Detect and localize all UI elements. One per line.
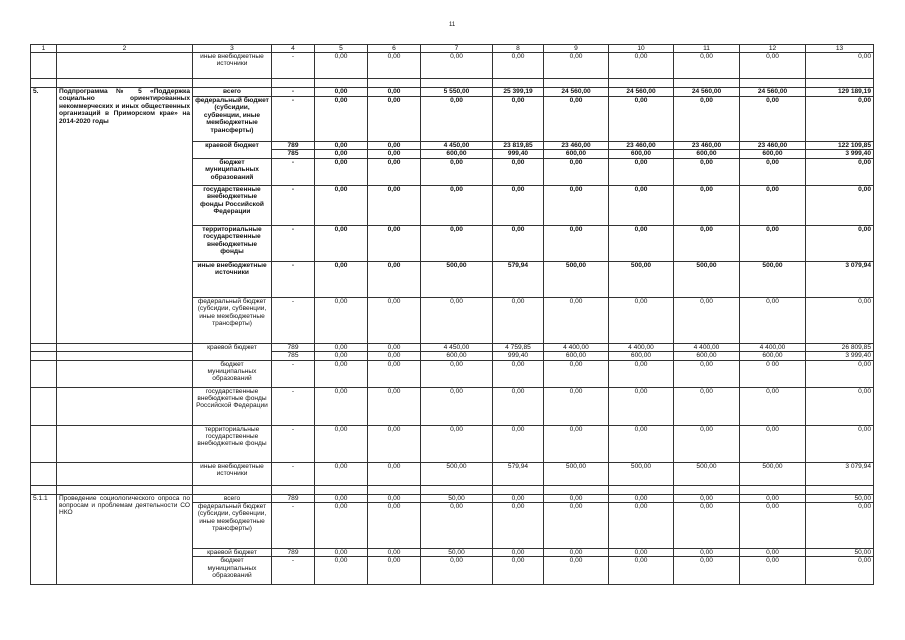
budget-code: 785 bbox=[272, 352, 315, 360]
budget-code: - bbox=[272, 462, 315, 485]
row-title bbox=[57, 352, 193, 360]
year-value: 0,00 bbox=[493, 158, 544, 185]
empty-cell bbox=[315, 485, 368, 494]
funding-source: всего bbox=[193, 88, 272, 97]
year-value: 0,00 bbox=[740, 97, 806, 142]
column-header: 6 bbox=[368, 45, 421, 53]
year-value: 0,00 bbox=[421, 425, 493, 462]
year-value: 579,94 bbox=[493, 462, 544, 485]
table-row bbox=[31, 360, 874, 387]
budget-table bbox=[30, 44, 874, 585]
year-value: 500,00 bbox=[740, 462, 806, 485]
budget-code: - bbox=[272, 261, 315, 297]
table-row bbox=[31, 425, 874, 462]
total-value: 3 999,40 bbox=[806, 352, 874, 360]
year-value: 0,00 bbox=[368, 387, 421, 425]
empty-cell bbox=[272, 485, 315, 494]
row-number bbox=[31, 352, 57, 360]
year-value: 4 759,85 bbox=[493, 343, 544, 351]
year-value: 0,00 bbox=[609, 503, 674, 549]
total-value: 0,00 bbox=[806, 425, 874, 462]
total-value: 0,00 bbox=[806, 503, 874, 549]
year-value: 600,00 bbox=[674, 352, 740, 360]
year-value: 0,00 bbox=[421, 297, 493, 343]
year-value: 0,00 bbox=[609, 97, 674, 142]
year-value: 0,00 bbox=[421, 387, 493, 425]
year-value: 0,00 bbox=[544, 185, 609, 225]
total-value: 3 079,94 bbox=[806, 462, 874, 485]
budget-code: - bbox=[272, 557, 315, 585]
row-number bbox=[31, 425, 57, 462]
year-value: 0,00 bbox=[368, 503, 421, 549]
year-value: 0,00 bbox=[493, 225, 544, 261]
year-value: 0,00 bbox=[493, 549, 544, 557]
year-value: 0,00 bbox=[421, 557, 493, 585]
spacer-row bbox=[31, 79, 874, 88]
year-value: 0,00 bbox=[740, 225, 806, 261]
year-value: 24 560,00 bbox=[674, 88, 740, 97]
empty-cell bbox=[740, 79, 806, 88]
year-value: 0,00 bbox=[368, 158, 421, 185]
year-value: 23 460,00 bbox=[609, 142, 674, 150]
year-value: 0,00 bbox=[421, 53, 493, 79]
row-number bbox=[31, 360, 57, 387]
year-value: 0,00 bbox=[315, 387, 368, 425]
year-value: 0,00 bbox=[421, 97, 493, 142]
row-number: 5.1.1 bbox=[31, 494, 57, 585]
year-value: 4 400,00 bbox=[740, 343, 806, 351]
year-value: 0,00 bbox=[674, 494, 740, 502]
year-value: 0,00 bbox=[315, 503, 368, 549]
year-value: 0,00 bbox=[368, 494, 421, 502]
year-value: 500,00 bbox=[674, 261, 740, 297]
table-row bbox=[31, 387, 874, 425]
table-row bbox=[31, 88, 874, 97]
year-value: 500,00 bbox=[740, 261, 806, 297]
year-value: 0,00 bbox=[315, 297, 368, 343]
year-value: 0,00 bbox=[315, 352, 368, 360]
year-value: 0,00 bbox=[609, 185, 674, 225]
year-value: 0,00 bbox=[740, 425, 806, 462]
year-value: 500,00 bbox=[544, 462, 609, 485]
year-value: 0,00 bbox=[674, 53, 740, 79]
year-value: 0,00 bbox=[544, 53, 609, 79]
year-value: 25 399,19 bbox=[493, 88, 544, 97]
empty-cell bbox=[193, 79, 272, 88]
year-value: 0,00 bbox=[493, 360, 544, 387]
table-row bbox=[31, 352, 874, 360]
year-value: 500,00 bbox=[421, 261, 493, 297]
year-value: 0,00 bbox=[674, 503, 740, 549]
year-value: 600,00 bbox=[609, 352, 674, 360]
year-value: 0,00 bbox=[315, 425, 368, 462]
year-value: 0,00 bbox=[609, 360, 674, 387]
year-value: 0,00 bbox=[674, 225, 740, 261]
year-value: 4 450,00 bbox=[421, 343, 493, 351]
year-value: 0,00 bbox=[315, 360, 368, 387]
budget-code: - bbox=[272, 53, 315, 79]
total-value: 0,00 bbox=[806, 97, 874, 142]
total-value: 0,00 bbox=[806, 557, 874, 585]
year-value: 0,00 bbox=[493, 387, 544, 425]
year-value: 0,00 bbox=[674, 557, 740, 585]
budget-code: - bbox=[272, 225, 315, 261]
year-value: 0,00 bbox=[609, 225, 674, 261]
year-value: 0,00 bbox=[493, 557, 544, 585]
row-title bbox=[57, 360, 193, 387]
budget-code: 789 bbox=[272, 549, 315, 557]
year-value: 0,00 bbox=[609, 297, 674, 343]
year-value: 0,00 bbox=[544, 158, 609, 185]
column-header: 4 bbox=[272, 45, 315, 53]
funding-source: территориальные государственные внебюджетные фонды bbox=[193, 425, 272, 462]
budget-code: - bbox=[272, 88, 315, 97]
column-header: 10 bbox=[609, 45, 674, 53]
year-value: 0,00 bbox=[368, 343, 421, 351]
year-value: 0,00 bbox=[674, 360, 740, 387]
year-value: 600,00 bbox=[421, 150, 493, 158]
year-value: 0,00 bbox=[544, 503, 609, 549]
year-value: 0,00 bbox=[368, 462, 421, 485]
year-value: 0,00 bbox=[368, 297, 421, 343]
column-header: 1 bbox=[31, 45, 57, 53]
year-value: 0,00 bbox=[544, 387, 609, 425]
column-header: 2 bbox=[57, 45, 193, 53]
row-number bbox=[31, 485, 57, 494]
funding-source: территориальные государственные внебюджетные фонды bbox=[193, 225, 272, 261]
total-value: 0,00 bbox=[806, 387, 874, 425]
empty-cell bbox=[674, 485, 740, 494]
year-value: 500,00 bbox=[421, 462, 493, 485]
year-value: 0,00 bbox=[740, 503, 806, 549]
year-value: 23 460,00 bbox=[740, 142, 806, 150]
row-title bbox=[57, 79, 193, 88]
budget-code: 785 bbox=[272, 150, 315, 158]
total-value: 50,00 bbox=[806, 494, 874, 502]
year-value: 0,00 bbox=[421, 225, 493, 261]
year-value: 0,00 bbox=[421, 503, 493, 549]
year-value: 0,00 bbox=[315, 158, 368, 185]
table-row bbox=[31, 462, 874, 485]
empty-cell bbox=[368, 79, 421, 88]
year-value: 0,00 bbox=[315, 142, 368, 150]
year-value: 0,00 bbox=[493, 185, 544, 225]
year-value: 500,00 bbox=[544, 261, 609, 297]
empty-cell bbox=[493, 485, 544, 494]
year-value: 0,00 bbox=[609, 158, 674, 185]
row-title: Подпрограмма № 5 «Поддержка социально ориентированных некоммерческих и иных общественных организаций в Приморском крае» на 2014-2020 годы bbox=[57, 88, 193, 344]
empty-cell bbox=[272, 79, 315, 88]
row-title bbox=[57, 425, 193, 462]
year-value: 0,00 bbox=[740, 549, 806, 557]
total-value: 0,00 bbox=[806, 297, 874, 343]
year-value: 0,00 bbox=[674, 297, 740, 343]
year-value: 600,00 bbox=[544, 150, 609, 158]
year-value: 0,00 bbox=[315, 185, 368, 225]
total-value: 0,00 bbox=[806, 185, 874, 225]
year-value: 0,00 bbox=[674, 549, 740, 557]
year-value: 0,00 bbox=[315, 494, 368, 502]
year-value: 4 450,00 bbox=[421, 142, 493, 150]
empty-cell bbox=[740, 485, 806, 494]
budget-code: - bbox=[272, 297, 315, 343]
row-title bbox=[57, 485, 193, 494]
year-value: 0,00 bbox=[315, 343, 368, 351]
year-value: 0,00 bbox=[315, 225, 368, 261]
funding-source: краевой бюджет bbox=[193, 343, 272, 360]
funding-source: федеральный бюджет (субсидии, субвенции, иные межбюджетные трансферты) bbox=[193, 503, 272, 549]
funding-source: краевой бюджет bbox=[193, 549, 272, 557]
year-value: 0,00 bbox=[421, 185, 493, 225]
empty-cell bbox=[421, 79, 493, 88]
year-value: 0 00 bbox=[740, 360, 806, 387]
year-value: 0,00 bbox=[315, 150, 368, 158]
year-value: 500,00 bbox=[609, 261, 674, 297]
year-value: 0,00 bbox=[315, 557, 368, 585]
year-value: 0,00 bbox=[493, 297, 544, 343]
budget-code: - bbox=[272, 97, 315, 142]
year-value: 0,00 bbox=[315, 88, 368, 97]
column-header: 7 bbox=[421, 45, 493, 53]
year-value: 0,00 bbox=[368, 150, 421, 158]
row-number bbox=[31, 343, 57, 351]
total-value: 0,00 bbox=[806, 158, 874, 185]
year-value: 600,00 bbox=[674, 150, 740, 158]
row-number bbox=[31, 462, 57, 485]
budget-code: 789 bbox=[272, 494, 315, 502]
empty-cell bbox=[544, 79, 609, 88]
year-value: 600,00 bbox=[740, 352, 806, 360]
year-value: 0,00 bbox=[544, 549, 609, 557]
budget-code: - bbox=[272, 185, 315, 225]
year-value: 0,00 bbox=[493, 503, 544, 549]
year-value: 5 550,00 bbox=[421, 88, 493, 97]
funding-source: всего bbox=[193, 494, 272, 502]
empty-cell bbox=[193, 485, 272, 494]
row-number bbox=[31, 79, 57, 88]
funding-source: иные внебюджетные источники bbox=[193, 53, 272, 79]
empty-cell bbox=[674, 79, 740, 88]
row-title bbox=[57, 462, 193, 485]
year-value: 0,00 bbox=[368, 261, 421, 297]
page-number: 11 bbox=[449, 22, 456, 28]
year-value: 0,00 bbox=[544, 225, 609, 261]
column-header: 13 bbox=[806, 45, 874, 53]
year-value: 4 400,00 bbox=[674, 343, 740, 351]
table-row bbox=[31, 494, 874, 502]
year-value: 999,40 bbox=[493, 150, 544, 158]
year-value: 999,40 bbox=[493, 352, 544, 360]
funding-source: федеральный бюджет (субсидии, субвенции, иные межбюджетные трансферты) bbox=[193, 97, 272, 142]
year-value: 600,00 bbox=[609, 150, 674, 158]
year-value: 0,00 bbox=[544, 557, 609, 585]
budget-code: - bbox=[272, 387, 315, 425]
year-value: 0,00 bbox=[493, 494, 544, 502]
total-value: 122 109,85 bbox=[806, 142, 874, 150]
budget-code: - bbox=[272, 360, 315, 387]
year-value: 0,00 bbox=[315, 53, 368, 79]
empty-cell bbox=[544, 485, 609, 494]
year-value: 0,00 bbox=[493, 97, 544, 142]
empty-cell bbox=[609, 79, 674, 88]
total-value: 0,00 bbox=[806, 53, 874, 79]
funding-source: бюджет муниципальных образований bbox=[193, 158, 272, 185]
budget-code: - bbox=[272, 503, 315, 549]
year-value: 0,00 bbox=[368, 557, 421, 585]
column-header: 8 bbox=[493, 45, 544, 53]
empty-cell bbox=[806, 485, 874, 494]
funding-source: иные внебюджетные источники bbox=[193, 462, 272, 485]
year-value: 0,00 bbox=[609, 557, 674, 585]
year-value: 23 819,85 bbox=[493, 142, 544, 150]
column-header: 11 bbox=[674, 45, 740, 53]
year-value: 4 400,00 bbox=[609, 343, 674, 351]
table-row bbox=[31, 53, 874, 79]
table-row bbox=[31, 343, 874, 351]
empty-cell bbox=[368, 485, 421, 494]
funding-source: федеральный бюджет (субсидии, субвенции, иные межбюджетные трансферты) bbox=[193, 297, 272, 343]
year-value: 0,00 bbox=[493, 53, 544, 79]
year-value: 0,00 bbox=[740, 53, 806, 79]
year-value: 0,00 bbox=[315, 462, 368, 485]
year-value: 23 460,00 bbox=[674, 142, 740, 150]
year-value: 500,00 bbox=[609, 462, 674, 485]
year-value: 579,94 bbox=[493, 261, 544, 297]
year-value: 50,00 bbox=[421, 549, 493, 557]
funding-source: государственные внебюджетные фонды Российской Федерации bbox=[193, 387, 272, 425]
column-header: 12 bbox=[740, 45, 806, 53]
year-value: 0,00 bbox=[544, 494, 609, 502]
year-value: 0,00 bbox=[609, 425, 674, 462]
year-value: 0,00 bbox=[740, 297, 806, 343]
column-header: 3 bbox=[193, 45, 272, 53]
year-value: 0,00 bbox=[609, 53, 674, 79]
total-value: 26 809,85 bbox=[806, 343, 874, 351]
row-number: 5. bbox=[31, 88, 57, 344]
year-value: 0,00 bbox=[674, 97, 740, 142]
year-value: 0,00 bbox=[368, 185, 421, 225]
year-value: 0,00 bbox=[740, 494, 806, 502]
year-value: 4 400,00 bbox=[544, 343, 609, 351]
budget-code: 789 bbox=[272, 343, 315, 351]
year-value: 50,00 bbox=[421, 494, 493, 502]
budget-code: 789 bbox=[272, 142, 315, 150]
funding-source: государственные внебюджетные фонды Российской Федерации bbox=[193, 185, 272, 225]
year-value: 600,00 bbox=[740, 150, 806, 158]
year-value: 0,00 bbox=[544, 360, 609, 387]
year-value: 0,00 bbox=[421, 158, 493, 185]
year-value: 0,00 bbox=[421, 360, 493, 387]
year-value: 0,00 bbox=[544, 297, 609, 343]
year-value: 0,00 bbox=[544, 425, 609, 462]
budget-code: - bbox=[272, 158, 315, 185]
year-value: 0,00 bbox=[368, 142, 421, 150]
year-value: 0,00 bbox=[315, 261, 368, 297]
year-value: 24 560,00 bbox=[544, 88, 609, 97]
total-value: 3 079,94 bbox=[806, 261, 874, 297]
year-value: 0,00 bbox=[674, 158, 740, 185]
year-value: 24 560,00 bbox=[609, 88, 674, 97]
column-header: 9 bbox=[544, 45, 609, 53]
year-value: 600,00 bbox=[544, 352, 609, 360]
year-value: 0,00 bbox=[368, 352, 421, 360]
year-value: 0,00 bbox=[368, 549, 421, 557]
year-value: 0,00 bbox=[609, 387, 674, 425]
year-value: 0,00 bbox=[674, 425, 740, 462]
year-value: 0,00 bbox=[544, 97, 609, 142]
empty-cell bbox=[806, 79, 874, 88]
row-number bbox=[31, 387, 57, 425]
funding-source: краевой бюджет bbox=[193, 142, 272, 159]
year-value: 0,00 bbox=[740, 185, 806, 225]
total-value: 3 999,40 bbox=[806, 150, 874, 158]
year-value: 0,00 bbox=[368, 225, 421, 261]
year-value: 0,00 bbox=[609, 494, 674, 502]
column-header-row bbox=[31, 45, 874, 53]
year-value: 500,00 bbox=[674, 462, 740, 485]
year-value: 0,00 bbox=[493, 425, 544, 462]
empty-cell bbox=[421, 485, 493, 494]
year-value: 24 560,00 bbox=[740, 88, 806, 97]
year-value: 600,00 bbox=[421, 352, 493, 360]
column-header: 5 bbox=[315, 45, 368, 53]
total-value: 0,00 bbox=[806, 225, 874, 261]
year-value: 0,00 bbox=[740, 387, 806, 425]
funding-source: бюджет муниципальных образований bbox=[193, 557, 272, 585]
year-value: 0,00 bbox=[368, 97, 421, 142]
year-value: 23 460,00 bbox=[544, 142, 609, 150]
year-value: 0,00 bbox=[315, 549, 368, 557]
row-title bbox=[57, 387, 193, 425]
year-value: 0,00 bbox=[740, 158, 806, 185]
row-number bbox=[31, 53, 57, 79]
budget-code: - bbox=[272, 425, 315, 462]
year-value: 0,00 bbox=[368, 360, 421, 387]
year-value: 0,00 bbox=[368, 425, 421, 462]
row-title: Проведение социологического опроса по вопросам и проблемам деятельности СО НКО bbox=[57, 494, 193, 585]
year-value: 0,00 bbox=[609, 549, 674, 557]
year-value: 0,00 bbox=[674, 185, 740, 225]
total-value: 129 189,19 bbox=[806, 88, 874, 97]
total-value: 50,00 bbox=[806, 549, 874, 557]
total-value: 0,00 bbox=[806, 360, 874, 387]
empty-cell bbox=[315, 79, 368, 88]
funding-source: бюджет муниципальных образований bbox=[193, 360, 272, 387]
spacer-row bbox=[31, 485, 874, 494]
year-value: 0,00 bbox=[315, 97, 368, 142]
year-value: 0,00 bbox=[368, 53, 421, 79]
empty-cell bbox=[609, 485, 674, 494]
year-value: 0,00 bbox=[740, 557, 806, 585]
empty-cell bbox=[493, 79, 544, 88]
year-value: 0,00 bbox=[368, 88, 421, 97]
row-title bbox=[57, 343, 193, 351]
row-title bbox=[57, 53, 193, 79]
funding-source: иные внебюджетные источники bbox=[193, 261, 272, 297]
year-value: 0,00 bbox=[674, 387, 740, 425]
